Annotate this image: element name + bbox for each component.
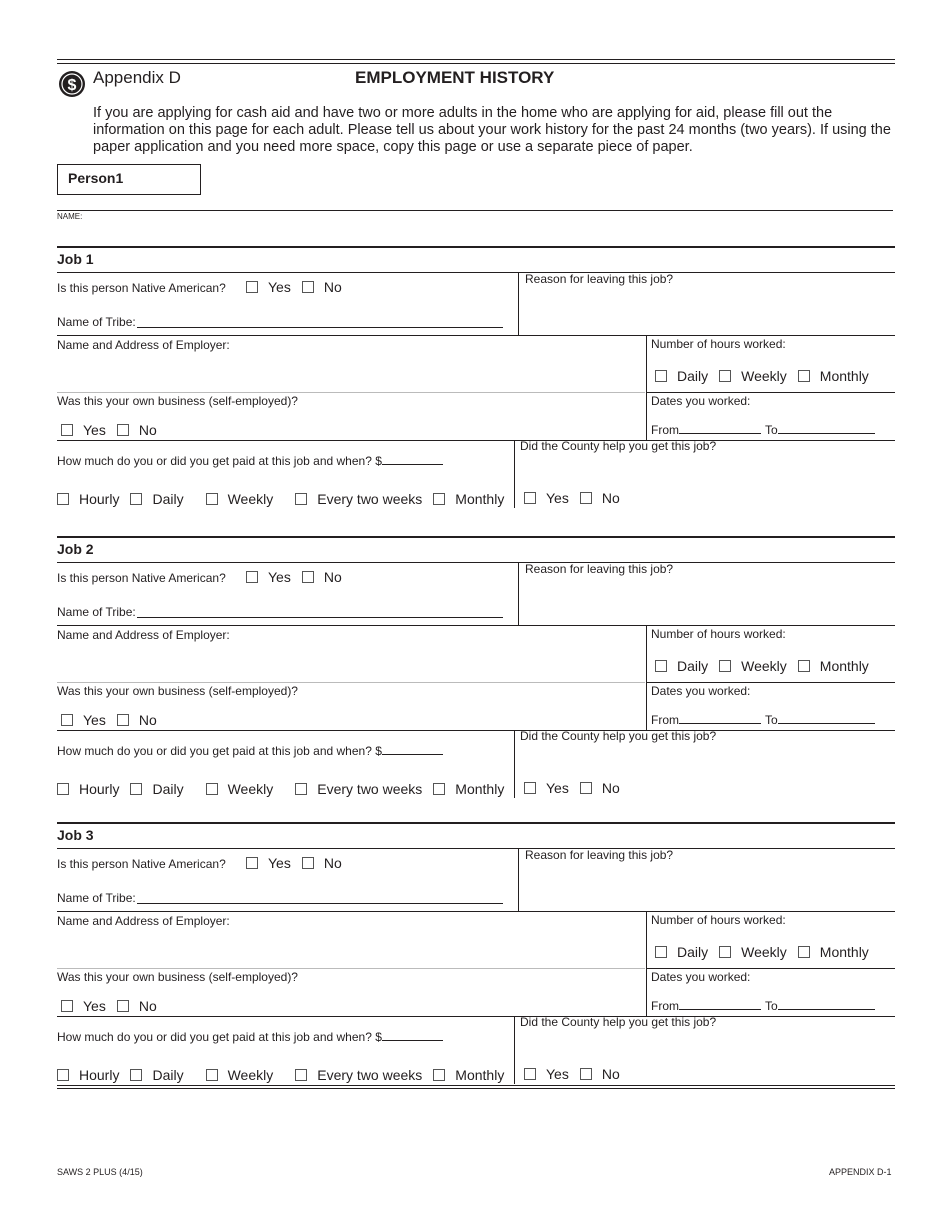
pay-every-two-weeks-checkbox[interactable]	[295, 783, 307, 795]
to-input[interactable]	[778, 712, 875, 724]
hours-monthly-label: Monthly	[819, 944, 869, 960]
row-rule	[646, 968, 895, 969]
self-employed-yes-checkbox[interactable]	[61, 1000, 73, 1012]
from-input[interactable]	[679, 422, 761, 434]
pay-weekly-label: Weekly	[227, 491, 274, 507]
dates-label: Dates you worked:	[651, 970, 751, 984]
employer-input[interactable]	[57, 930, 645, 966]
hours-daily-checkbox[interactable]	[655, 946, 667, 958]
hours-daily-label: Daily	[677, 658, 709, 674]
native-yes-label: Yes	[268, 855, 291, 871]
reason-divider	[518, 848, 519, 911]
hours-weekly-label: Weekly	[741, 368, 787, 384]
self-employed-yes-label: Yes	[83, 422, 106, 438]
employer-label: Name and Address of Employer:	[57, 338, 230, 352]
self-employed-no-label: No	[138, 712, 157, 728]
hours-weekly-label: Weekly	[741, 944, 787, 960]
self-employed-no-checkbox[interactable]	[117, 714, 129, 726]
row-rule	[57, 440, 895, 441]
county-divider	[514, 730, 515, 798]
pay-daily-checkbox[interactable]	[130, 783, 142, 795]
employer-input[interactable]	[57, 644, 645, 680]
county-label: Did the County help you get this job?	[520, 439, 717, 453]
hours-monthly-checkbox[interactable]	[798, 370, 810, 382]
tribe-input[interactable]	[137, 314, 503, 328]
pay-text: How much do you or did you get paid at this job and when? $	[57, 1030, 382, 1044]
pay-every-two-weeks-label: Every two weeks	[317, 491, 423, 507]
county-divider	[514, 440, 515, 508]
hours-daily-checkbox[interactable]	[655, 370, 667, 382]
form-number: SAWS 2 PLUS (4/15)	[57, 1167, 143, 1177]
section-end-rule	[57, 1085, 895, 1086]
to-input[interactable]	[778, 422, 875, 434]
job-header-rule	[57, 562, 895, 563]
native-no-checkbox[interactable]	[302, 281, 314, 293]
hours-daily-label: Daily	[677, 944, 709, 960]
county-label: Did the County help you get this job?	[520, 1015, 717, 1029]
dates-label: Dates you worked:	[651, 684, 751, 698]
county-yes-checkbox[interactable]	[524, 1068, 536, 1080]
pay-every-two-weeks-checkbox[interactable]	[295, 493, 307, 505]
pay-daily-label: Daily	[152, 1067, 184, 1083]
pay-input[interactable]	[382, 743, 443, 755]
pay-daily-label: Daily	[152, 491, 184, 507]
county-options	[524, 1066, 620, 1082]
self-employed-no-label: No	[138, 998, 157, 1014]
job-top-rule	[57, 246, 895, 248]
pay-weekly-checkbox[interactable]	[206, 493, 218, 505]
county-options	[524, 490, 620, 506]
hours-weekly-label: Weekly	[741, 658, 787, 674]
reason-label: Reason for leaving this job?	[525, 562, 674, 576]
pay-frequency-options	[57, 1067, 504, 1083]
pay-hourly-label: Hourly	[79, 1067, 120, 1083]
native-no-checkbox[interactable]	[302, 857, 314, 869]
from-label: From	[651, 423, 679, 437]
pay-input[interactable]	[382, 1029, 443, 1041]
pay-monthly-checkbox[interactable]	[433, 493, 445, 505]
pay-text: How much do you or did you get paid at this job and when? $	[57, 744, 382, 758]
row-rule	[57, 335, 895, 336]
self-employed-options	[61, 422, 157, 438]
row-rule	[57, 1016, 895, 1017]
county-no-label: No	[601, 490, 620, 506]
native-no-label: No	[323, 569, 342, 585]
hours-label: Number of hours worked:	[651, 627, 786, 641]
hours-monthly-label: Monthly	[819, 658, 869, 674]
pay-frequency-options	[57, 781, 504, 797]
row-rule	[57, 625, 895, 626]
county-yes-label: Yes	[546, 490, 569, 506]
employer-label: Name and Address of Employer:	[57, 628, 230, 642]
row-rule	[57, 392, 645, 393]
reason-input[interactable]	[520, 580, 894, 624]
reason-label: Reason for leaving this job?	[525, 848, 674, 862]
self-employed-options	[61, 998, 157, 1014]
self-employed-label: Was this your own business (self-employed)?	[57, 684, 298, 698]
reason-divider	[518, 272, 519, 335]
reason-divider	[518, 562, 519, 625]
self-employed-no-checkbox[interactable]	[117, 424, 129, 436]
tribe-input[interactable]	[137, 604, 503, 618]
person-box	[57, 164, 201, 195]
job-top-rule	[57, 822, 895, 824]
pay-hourly-label: Hourly	[79, 491, 120, 507]
pay-weekly-label: Weekly	[227, 781, 274, 797]
hours-divider	[646, 335, 647, 440]
county-no-checkbox[interactable]	[580, 492, 592, 504]
county-options	[524, 780, 620, 796]
pay-input[interactable]	[382, 453, 443, 465]
pay-every-two-weeks-label: Every two weeks	[317, 781, 423, 797]
pay-hourly-checkbox[interactable]	[57, 783, 69, 795]
pay-weekly-checkbox[interactable]	[206, 783, 218, 795]
pay-weekly-label: Weekly	[227, 1067, 274, 1083]
self-employed-yes-checkbox[interactable]	[61, 714, 73, 726]
svg-text:$: $	[67, 77, 77, 94]
tribe-label: Name of Tribe:	[57, 891, 136, 905]
reason-label: Reason for leaving this job?	[525, 272, 674, 286]
dates-row	[651, 998, 875, 1013]
dollar-icon	[58, 70, 86, 98]
pay-label	[57, 453, 443, 468]
from-label: From	[651, 999, 679, 1013]
pay-monthly-checkbox[interactable]	[433, 1069, 445, 1081]
pay-monthly-label: Monthly	[455, 1067, 505, 1083]
reason-input[interactable]	[520, 866, 894, 910]
native-american-options	[246, 279, 342, 295]
hours-weekly-checkbox[interactable]	[719, 370, 731, 382]
county-label: Did the County help you get this job?	[520, 729, 717, 743]
county-yes-checkbox[interactable]	[524, 492, 536, 504]
hours-divider	[646, 625, 647, 730]
county-yes-label: Yes	[546, 780, 569, 796]
name-label: NAME:	[57, 212, 83, 221]
county-no-label: No	[601, 1066, 620, 1082]
native-yes-label: Yes	[268, 279, 291, 295]
self-employed-no-label: No	[138, 422, 157, 438]
to-label: To	[765, 713, 778, 727]
pay-monthly-label: Monthly	[455, 491, 505, 507]
row-rule	[57, 968, 645, 969]
job-title: Job 2	[57, 541, 94, 557]
self-employed-label: Was this your own business (self-employed)?	[57, 970, 298, 984]
to-input[interactable]	[778, 998, 875, 1010]
to-label: To	[765, 423, 778, 437]
county-divider	[514, 1016, 515, 1084]
intro-text: If you are applying for cash aid and have two or more adults in the home who are applying for aid, please fill out the information on this page for each adult. Please tell us about your work history for the past 24 months (two years). If using the paper application and you need more space, copy this page or use a separate piece of paper.	[93, 105, 891, 155]
hours-label: Number of hours worked:	[651, 337, 786, 351]
section-end-rule-2	[57, 1088, 895, 1089]
pay-text: How much do you or did you get paid at this job and when? $	[57, 454, 382, 468]
job-header-rule	[57, 272, 895, 273]
county-no-label: No	[601, 780, 620, 796]
native-yes-label: Yes	[268, 569, 291, 585]
from-input[interactable]	[679, 998, 761, 1010]
job-header-rule	[57, 848, 895, 849]
from-label: From	[651, 713, 679, 727]
native-no-label: No	[323, 279, 342, 295]
pay-hourly-checkbox[interactable]	[57, 493, 69, 505]
pay-every-two-weeks-checkbox[interactable]	[295, 1069, 307, 1081]
appendix-label: Appendix D	[93, 68, 181, 87]
native-american-label: Is this person Native American?	[57, 857, 226, 871]
pay-weekly-checkbox[interactable]	[206, 1069, 218, 1081]
pay-label	[57, 743, 443, 758]
row-rule	[57, 730, 895, 731]
name-field[interactable]	[57, 220, 893, 244]
top-rule-2	[57, 63, 895, 64]
row-rule	[57, 911, 895, 912]
county-yes-label: Yes	[546, 1066, 569, 1082]
hours-monthly-checkbox[interactable]	[798, 946, 810, 958]
pay-every-two-weeks-label: Every two weeks	[317, 1067, 423, 1083]
hours-weekly-checkbox[interactable]	[719, 660, 731, 672]
native-yes-checkbox[interactable]	[246, 857, 258, 869]
pay-daily-checkbox[interactable]	[130, 493, 142, 505]
pay-hourly-label: Hourly	[79, 781, 120, 797]
self-employed-yes-label: Yes	[83, 712, 106, 728]
pay-label	[57, 1029, 443, 1044]
pay-monthly-checkbox[interactable]	[433, 783, 445, 795]
self-employed-no-checkbox[interactable]	[117, 1000, 129, 1012]
native-yes-checkbox[interactable]	[246, 571, 258, 583]
native-no-label: No	[323, 855, 342, 871]
hours-options	[655, 658, 869, 674]
native-yes-checkbox[interactable]	[246, 281, 258, 293]
hours-monthly-label: Monthly	[819, 368, 869, 384]
hours-monthly-checkbox[interactable]	[798, 660, 810, 672]
dates-row	[651, 422, 875, 437]
pay-daily-label: Daily	[152, 781, 184, 797]
row-rule	[57, 682, 645, 683]
tribe-label: Name of Tribe:	[57, 605, 136, 619]
native-american-label: Is this person Native American?	[57, 571, 226, 585]
to-label: To	[765, 999, 778, 1013]
self-employed-label: Was this your own business (self-employed)?	[57, 394, 298, 408]
top-rule	[57, 59, 895, 60]
pay-daily-checkbox[interactable]	[130, 1069, 142, 1081]
hours-label: Number of hours worked:	[651, 913, 786, 927]
county-no-checkbox[interactable]	[580, 1068, 592, 1080]
dates-label: Dates you worked:	[651, 394, 751, 408]
job-top-rule	[57, 536, 895, 538]
page-number: APPENDIX D-1	[829, 1167, 892, 1177]
page-title: EMPLOYMENT HISTORY	[355, 68, 555, 87]
native-no-checkbox[interactable]	[302, 571, 314, 583]
native-american-options	[246, 855, 342, 871]
hours-daily-checkbox[interactable]	[655, 660, 667, 672]
employer-input[interactable]	[57, 354, 645, 390]
native-american-options	[246, 569, 342, 585]
hours-divider	[646, 911, 647, 1016]
county-yes-checkbox[interactable]	[524, 782, 536, 794]
hours-daily-label: Daily	[677, 368, 709, 384]
row-rule	[646, 682, 895, 683]
pay-monthly-label: Monthly	[455, 781, 505, 797]
county-no-checkbox[interactable]	[580, 782, 592, 794]
employer-label: Name and Address of Employer:	[57, 914, 230, 928]
hours-options	[655, 368, 869, 384]
person-label: Person1	[68, 170, 124, 186]
self-employed-yes-label: Yes	[83, 998, 106, 1014]
pay-hourly-checkbox[interactable]	[57, 1069, 69, 1081]
hours-options	[655, 944, 869, 960]
tribe-input[interactable]	[137, 890, 503, 904]
hours-weekly-checkbox[interactable]	[719, 946, 731, 958]
row-rule	[646, 392, 895, 393]
job-title: Job 1	[57, 251, 94, 267]
self-employed-yes-checkbox[interactable]	[61, 424, 73, 436]
from-input[interactable]	[679, 712, 761, 724]
job-title: Job 3	[57, 827, 94, 843]
dates-row	[651, 712, 875, 727]
native-american-label: Is this person Native American?	[57, 281, 226, 295]
name-rule	[57, 210, 893, 211]
self-employed-options	[61, 712, 157, 728]
reason-input[interactable]	[520, 290, 894, 334]
pay-frequency-options	[57, 491, 504, 507]
tribe-label: Name of Tribe:	[57, 315, 136, 329]
